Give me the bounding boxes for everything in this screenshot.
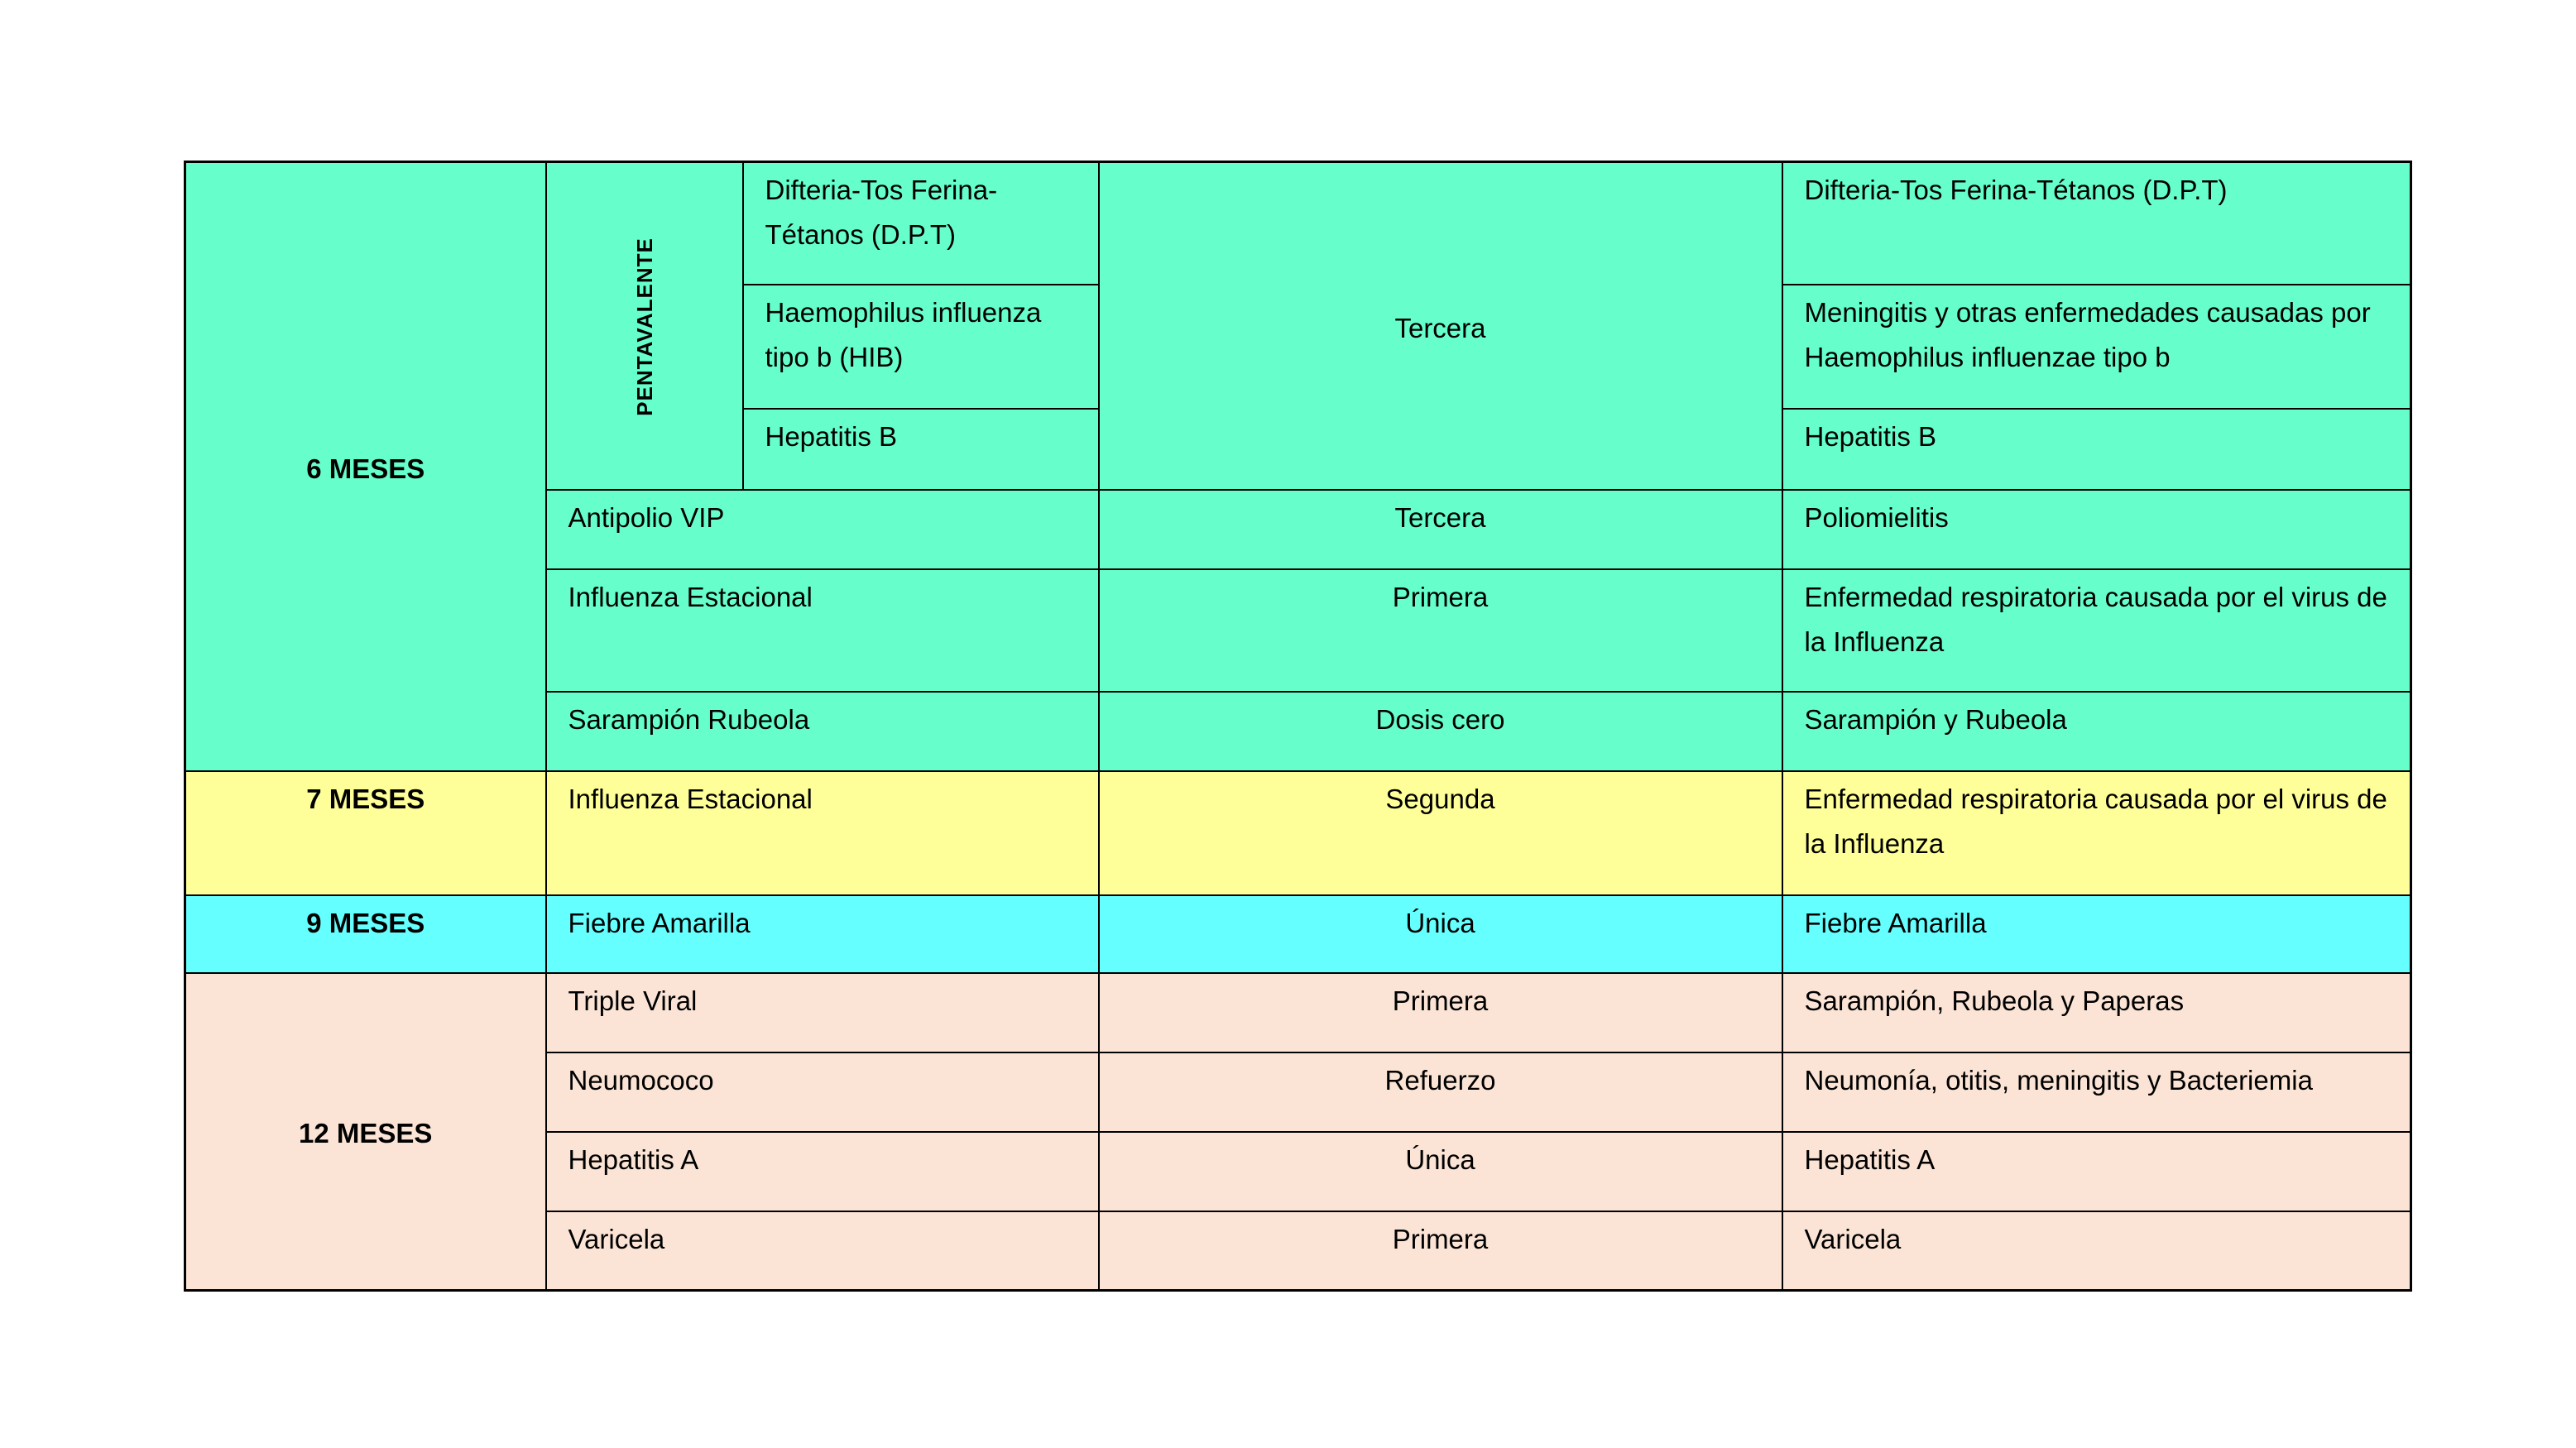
dose-cell: Primera xyxy=(1099,1211,1782,1291)
disease-cell: Neumonía, otitis, meningitis y Bacteriemia xyxy=(1782,1052,2411,1132)
vaccine-cell: Haemophilus influenza tipo b (HIB) xyxy=(743,285,1099,409)
dose-cell: Primera xyxy=(1099,973,1782,1052)
disease-cell: Fiebre Amarilla xyxy=(1782,895,2411,973)
disease-cell: Sarampión, Rubeola y Paperas xyxy=(1782,973,2411,1052)
vaccine-cell: Hepatitis A xyxy=(546,1132,1099,1211)
pentavalente-label: PENTAVALENTE xyxy=(631,237,657,416)
disease-cell: Meningitis y otras enfermedades causadas por Haemophilus influenzae tipo b xyxy=(1782,285,2411,409)
disease-cell: Varicela xyxy=(1782,1211,2411,1291)
vaccination-schedule-table xyxy=(184,161,2412,1292)
vaccine-cell: Influenza Estacional xyxy=(546,569,1099,692)
disease-cell: Hepatitis B xyxy=(1782,409,2411,490)
disease-cell: Poliomielitis xyxy=(1782,490,2411,569)
age-cell-7-months: 7 MESES xyxy=(185,771,546,895)
table-row xyxy=(185,162,2411,285)
vaccine-cell: Influenza Estacional xyxy=(546,771,1099,895)
dose-cell: Tercera xyxy=(1099,490,1782,569)
vaccine-cell: Varicela xyxy=(546,1211,1099,1291)
vaccine-cell: Difteria-Tos Ferina-Tétanos (D.P.T) xyxy=(743,162,1099,285)
table-row xyxy=(185,973,2411,1052)
vaccine-cell: Sarampión Rubeola xyxy=(546,692,1099,771)
vaccine-cell: Neumococo xyxy=(546,1052,1099,1132)
dose-cell: Única xyxy=(1099,895,1782,973)
dose-cell: Única xyxy=(1099,1132,1782,1211)
table-row xyxy=(185,895,2411,973)
disease-cell: Enfermedad respiratoria causada por el virus de la Influenza xyxy=(1782,771,2411,895)
age-cell-6-months xyxy=(185,162,546,771)
vaccine-cell: Hepatitis B xyxy=(743,409,1099,490)
dose-cell: Primera xyxy=(1099,569,1782,692)
age-cell-12-months: 12 MESES xyxy=(185,973,546,1291)
table-row xyxy=(185,771,2411,895)
disease-cell: Hepatitis A xyxy=(1782,1132,2411,1211)
vaccine-cell: Fiebre Amarilla xyxy=(546,895,1099,973)
disease-cell: Sarampión y Rubeola xyxy=(1782,692,2411,771)
vaccine-cell: Triple Viral xyxy=(546,973,1099,1052)
age-cell-9-months: 9 MESES xyxy=(185,895,546,973)
dose-cell: Dosis cero xyxy=(1099,692,1782,771)
dose-cell: Refuerzo xyxy=(1099,1052,1782,1132)
age-label: 6 MESES xyxy=(306,453,425,484)
vaccine-cell: Antipolio VIP xyxy=(546,490,1099,569)
disease-cell: Difteria-Tos Ferina-Tétanos (D.P.T) xyxy=(1782,162,2411,285)
dose-cell: Tercera xyxy=(1099,162,1782,490)
pentavalente-group-cell xyxy=(546,162,743,490)
dose-cell: Segunda xyxy=(1099,771,1782,895)
disease-cell: Enfermedad respiratoria causada por el virus de la Influenza xyxy=(1782,569,2411,692)
